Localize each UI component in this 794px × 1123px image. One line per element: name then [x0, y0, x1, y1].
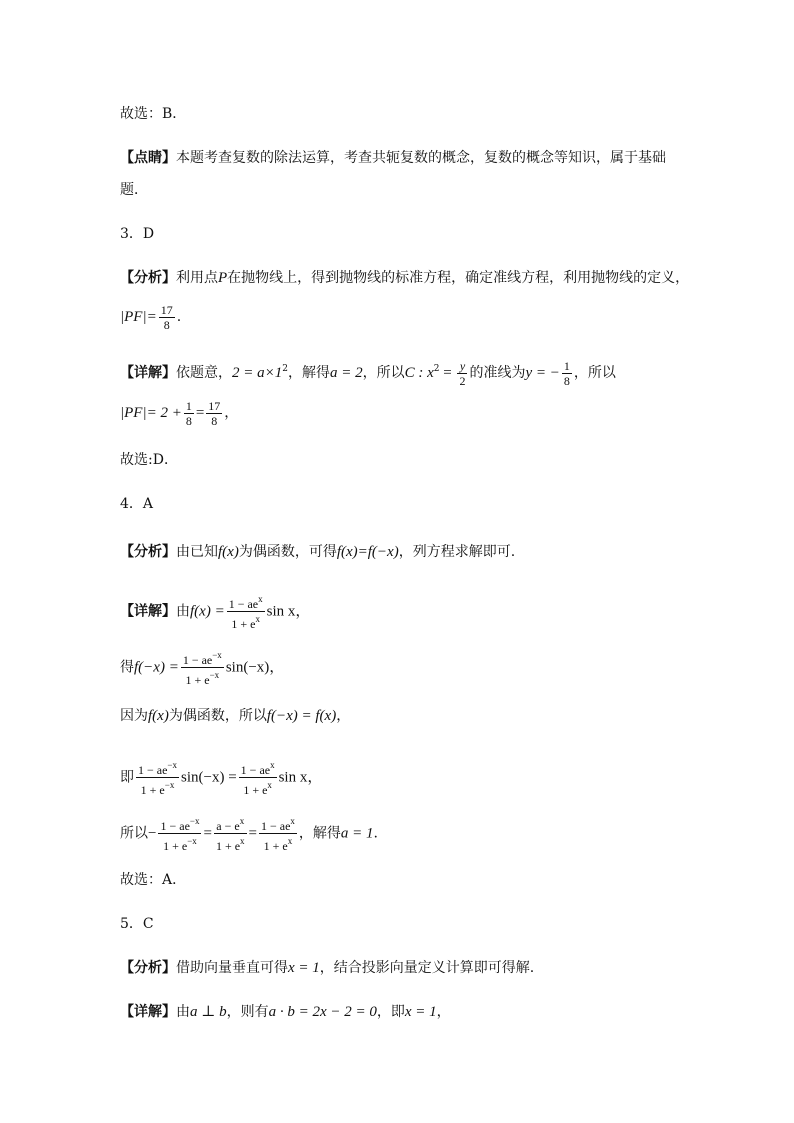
q3-analysis: 【分析】利用点P在抛物线上，得到抛物线的标准方程，确定准线方程，利用抛物线的定义，: [120, 270, 690, 286]
conclusion-line: 故选：B．: [120, 106, 187, 122]
q3-analysis-result: |PF|= $\frac{17}{8}$ .: [120, 302, 182, 332]
q5-analysis: 【分析】借助向量垂直可得x = 1，结合投影向量定义计算即可得解.: [120, 960, 535, 976]
q4-analysis: 【分析】由已知f(x)为偶函数，可得f(x)=f(−x)，列方程求解即可.: [120, 544, 516, 560]
q5-detail: 【详解】由a ⊥ b，则有a · b = 2x − 2 = 0，即x = 1，: [120, 1004, 451, 1020]
q4-solve: 所以− $\frac{1 - ae^{-x}}{1 + e^{-x}}$ = $\frac{a - e^x}{1 + e^x}$ = $\frac{1 - ae^x}{1 + e^x}$ ，解得a = 1.: [120, 816, 378, 853]
question-5-heading: 5．C: [120, 916, 154, 932]
q4-equation: 即 $\frac{1 - ae^{-x}}{1 + e^{-x}}$ sin(−x) = $\frac{1 - ae^x}{1 + e^x}$ sin x，: [120, 760, 323, 797]
comment-line-cont: 题．: [120, 182, 148, 198]
question-4-heading: 4．A: [120, 496, 154, 512]
q4-detail-neg: 得f(−x) = $\frac{1 - ae^{-x}}{1 + e^{-x}}$ sin(−x)，: [120, 650, 285, 687]
q4-even-function: 因为f(x)为偶函数，所以f(−x) = f(x)，: [120, 708, 351, 724]
q4-detail: 【详解】由f(x) = $\frac{1 - ae^x}{1 + e^x}$ sin x，: [120, 594, 311, 631]
question-3-heading: 3．D: [120, 226, 155, 242]
q3-detail-calc: |PF|= 2 + $\frac{1}{8}$ = $\frac{17}{8}$ ，: [120, 398, 239, 428]
comment-line: 【点睛】本题考查复数的除法运算，考查共轭复数的概念，复数的概念等知识，属于基础: [120, 150, 666, 166]
q4-conclusion: 故选：A．: [120, 872, 187, 888]
q3-conclusion: 故选:D．: [120, 452, 178, 468]
q3-detail: 【详解】依题意，$2 = a\times 1^2$，解得a = 2，所以C : $x^2$ = $\frac{y}{2}$ 的准线为y = − $\frac{1}{8}$ ，所以: [120, 358, 616, 388]
